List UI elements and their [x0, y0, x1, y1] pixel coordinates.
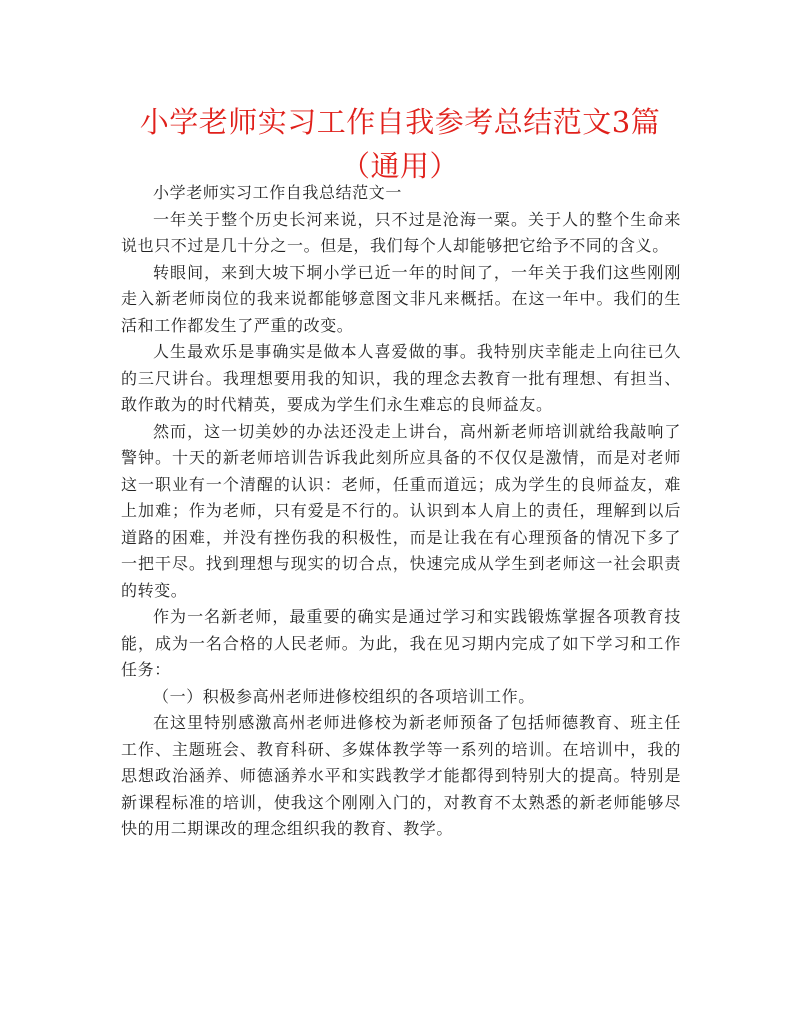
- subsection-heading: （一）积极参高州老师进修校组织的各项培训工作。: [153, 686, 535, 706]
- paragraph-1: 一年关于整个历史长河来说，只不过是沧海一粟。关于人的整个生命来说也只不过是几十分之一。但是，我们每个人却能够把它给予不同的含义。: [121, 209, 681, 255]
- paragraph-5: 作为一名新老师，最重要的确实是通过学习和实践锻炼掌握各项教育技能，成为一名合格的人民老师。为此，我在见习期内完成了如下学习和工作任务：: [121, 607, 681, 679]
- document-body: [121, 180, 681, 843]
- section-heading: 小学老师实习工作自我总结范文一: [153, 183, 403, 202]
- document-title: 小学老师实习工作自我参考总结范文3篇（通用）: [139, 105, 661, 183]
- paragraph-6: 在这里特别感激高州老师进修校为新老师预备了包括师德教育、班主任工作、主题班会、教育科研、多媒体教学等一系列的培训。在培训中，我的思想政治涵养、师德涵养水平和实践教学才能都得到特别大的提高。特别是新课程标准的培训，使我这个刚刚入门的，对教育不太熟悉的新老师能够尽快的用二期课改的理念组织我的教育、教学。: [121, 713, 681, 838]
- paragraph-2: 转眼间，来到大坡下垌小学已近一年的时间了，一年关于我们这些刚刚走入新老师岗位的我来说都能够意图文非凡来概括。在这一年中。我们的生活和工作都发生了严重的改变。: [121, 262, 681, 335]
- paragraph-4: 然而，这一切美妙的办法还没走上讲台，高州新老师培训就给我敲响了警钟。十天的新老师培训告诉我此刻所应具备的不仅仅是激情，而是对老师这一职业有一个清醒的认识：老师，任重而道远；成为学生的良师益友，难上加难；作为老师，只有爱是不行的。认识到本人肩上的责任，理解到以后道路的困难，并没有挫伤我的积极性，而是让我在有心理预备的情况下多了一把干尽。找到理想与现实的切合点，快速完成从学生到老师这一社会职责的转变。: [121, 421, 681, 600]
- paragraph-3: 人生最欢乐是事确实是做本人喜爱做的事。我特别庆幸能走上向往已久的三尺讲台。我理想要用我的知识，我的理念去教育一批有理想、有担当、敢作敢为的时代精英，要成为学生们永生难忘的良师益友。: [121, 342, 681, 414]
